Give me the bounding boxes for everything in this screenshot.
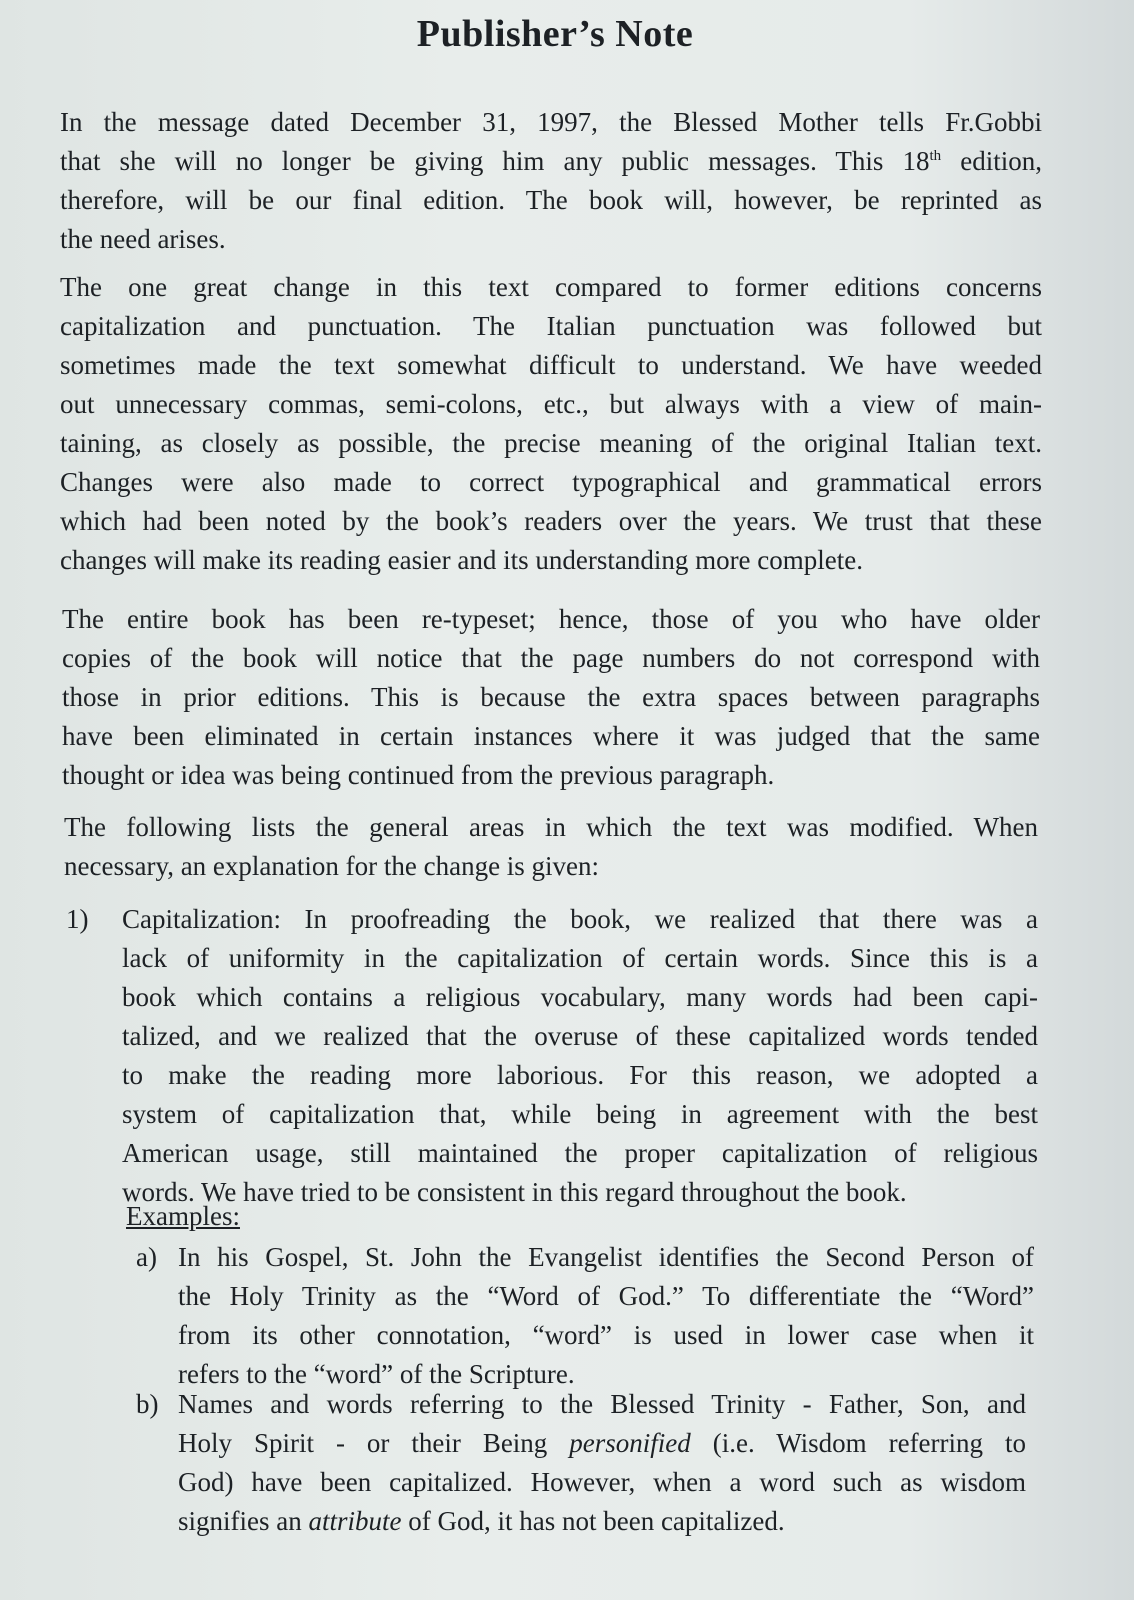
text-line: taining, as closely as possible, the precise meaning of the original Italian text.: [60, 428, 1042, 458]
text-segment: of God, it has not been capitalized.: [401, 1506, 785, 1536]
paragraph-areas-intro: [64, 808, 1038, 886]
text-line: words. We have tried to be consistent in this regard throughout the book.: [122, 1177, 907, 1207]
text-line: out unnecessary commas, semi-colons, etc., but always with a view of main-: [60, 389, 1042, 419]
text-line: The following lists the general areas in which the text was modified. When: [64, 812, 1038, 842]
text-line: changes will make its reading easier and its understanding more complete.: [60, 545, 863, 575]
list-item-label: 1): [66, 904, 89, 934]
paragraph-changes: [60, 268, 1042, 580]
text-segment: edition,: [941, 146, 1042, 176]
paragraph-retypeset: [62, 600, 1040, 795]
text-line: [178, 1502, 1026, 1541]
text-line: to make the reading more laborious. For this reason, we adopted a: [122, 1060, 1038, 1090]
text-line: system of capitalization that, while being in agreement with the best: [122, 1099, 1038, 1129]
text-line: Capitalization: In proofreading the book, we realized that there was a: [122, 904, 1038, 934]
text-line: The entire book has been re-typeset; hence, those of you who have older: [62, 604, 1040, 634]
text-line: necessary, an explanation for the change is given:: [64, 851, 600, 881]
text-line: In the message dated December 31, 1997, the Blessed Mother tells Fr.Gobbi: [60, 107, 1042, 137]
italic-text: attribute: [308, 1506, 402, 1536]
text-line: refers to the “word” of the Scripture.: [178, 1359, 575, 1389]
text-line: those in prior editions. This is because the extra spaces between paragraphs: [62, 682, 1040, 712]
text-line: which had been noted by the book’s readers over the years. We trust that these: [60, 506, 1042, 536]
text-line: book which contains a religious vocabulary, many words had been capi-: [122, 982, 1038, 1012]
superscript: th: [929, 148, 942, 164]
text-line: capitalization and punctuation. The Italian punctuation was followed but: [60, 311, 1042, 341]
text-line: sometimes made the text somewhat difficult to understand. We have weeded: [60, 350, 1042, 380]
text-line: therefore, will be our final edition. The book will, however, be reprinted as: [60, 185, 1042, 215]
text-line: The one great change in this text compared to former editions concerns: [60, 272, 1042, 302]
example-b-label: b): [136, 1389, 159, 1419]
text-line: copies of the book will notice that the page numbers do not correspond with: [62, 643, 1040, 673]
example-a-label: a): [136, 1242, 157, 1272]
paragraph-edition-notice: [60, 103, 1042, 259]
page-title: Publisher’s Note: [416, 13, 694, 55]
example-a: [178, 1238, 1034, 1394]
text-line: from its other connotation, “word” is used in lower case when it: [178, 1320, 1034, 1350]
text-line: Names and words referring to the Blessed Trinity - Father, Son, and: [178, 1389, 1026, 1419]
text-segment: that she will no longer be giving him any public messages. This 18: [60, 146, 930, 176]
text-segment: (i.e. Wisdom referring to: [690, 1428, 1026, 1458]
text-line: lack of uniformity in the capitalization of certain words. Since this is a: [122, 943, 1038, 973]
text-segment: signifies an: [178, 1506, 309, 1536]
italic-text: personified: [569, 1428, 691, 1458]
text-line: [178, 1424, 1026, 1463]
text-line: the need arises.: [60, 224, 226, 254]
text-line: American usage, still maintained the proper capitalization of religious: [122, 1138, 1038, 1168]
text-line: have been eliminated in certain instances where it was judged that the same: [62, 721, 1040, 751]
text-line: In his Gospel, St. John the Evangelist identifies the Second Person of: [178, 1242, 1034, 1272]
example-b: [178, 1385, 1026, 1541]
text-line: [60, 142, 1042, 181]
text-line: God) have been capitalized. However, when a word such as wisdom: [178, 1467, 1026, 1497]
text-segment: Holy Spirit - or their Being: [178, 1428, 570, 1458]
list-item-capitalization: [122, 900, 1038, 1212]
text-line: the Holy Trinity as the “Word of God.” To differentiate the “Word”: [178, 1281, 1034, 1311]
examples-heading: Examples:: [126, 1201, 240, 1231]
text-line: Changes were also made to correct typographical and grammatical errors: [60, 467, 1042, 497]
text-line: thought or idea was being continued from the previous paragraph.: [62, 760, 775, 790]
text-line: talized, and we realized that the overuse of these capitalized words tended: [122, 1021, 1038, 1051]
